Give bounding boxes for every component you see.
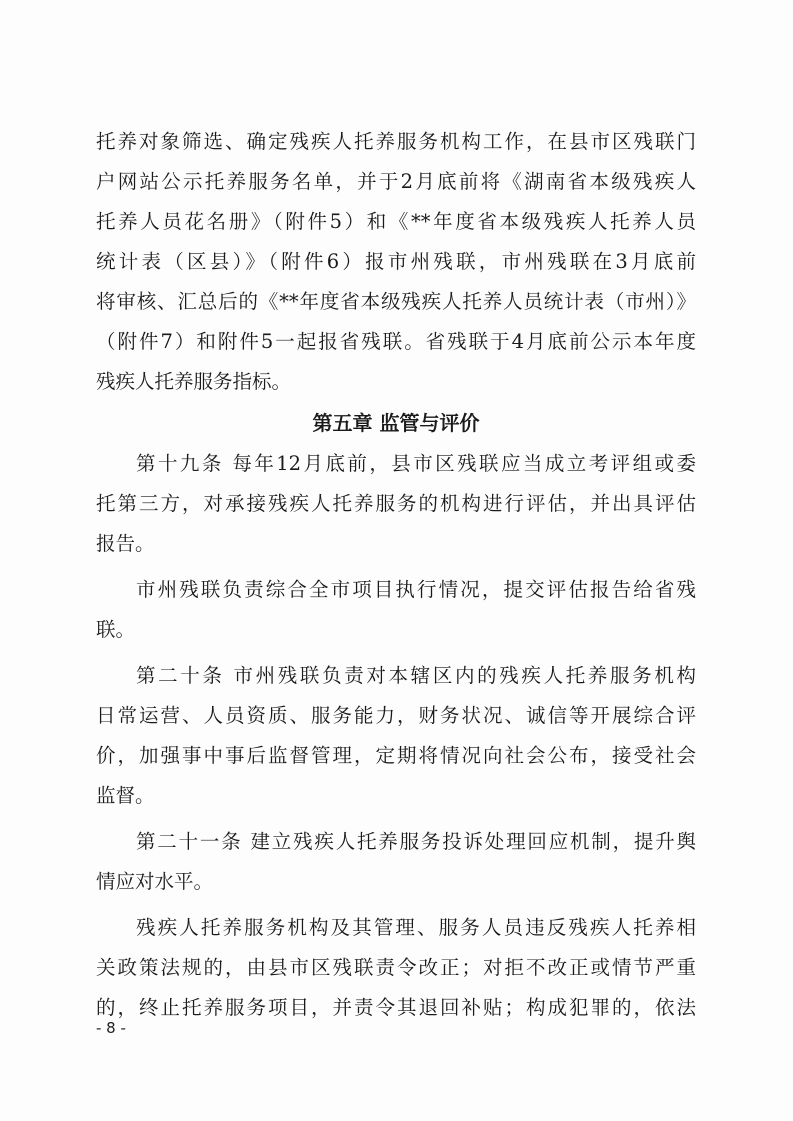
text-line: 日常运营、人员资质、服务能力，财务状况、诚信等开展综合评 [96, 704, 696, 727]
document-body [96, 122, 696, 1028]
paragraph [96, 570, 696, 650]
text-line: 托养人员花名册》（附件5）和《**年度省本级残疾人托养人员 [96, 210, 696, 233]
text-line: 户网站公示托养服务名单，并于2月底前将《湖南省本级残疾人 [96, 170, 696, 193]
page-number: - 8 - [96, 1019, 126, 1037]
text-line: 第十九条 每年12月底前，县市区残联应当成立考评组或委 [136, 452, 696, 475]
text-line: 情应对水平。 [96, 870, 214, 893]
text-line: 将审核、汇总后的《**年度省本级残疾人托养人员统计表（市州）》 [96, 290, 696, 313]
text-line: 报告。 [96, 532, 155, 555]
text-line: 监督。 [96, 784, 155, 807]
text-line: 联。 [96, 618, 136, 641]
text-line: 市州残联负责综合全市项目执行情况，提交评估报告给省残 [136, 578, 696, 601]
paragraph [96, 122, 696, 402]
chapter-title: 第五章 监管与评价 [312, 411, 480, 435]
paragraph [96, 444, 696, 564]
text-line: 统计表（区县）》（附件6）报市州残联，市州残联在3月底前 [96, 250, 696, 273]
text-line: 第二十一条 建立残疾人托养服务投诉处理回应机制，提升舆 [136, 830, 696, 853]
text-line: 价，加强事中事后监督管理，定期将情况向社会公布，接受社会 [96, 744, 696, 767]
text-line: 第二十条 市州残联负责对本辖区内的残疾人托养服务机构 [136, 664, 696, 687]
text-line: 的，终止托养服务项目，并责令其退回补贴；构成犯罪的，依法 [96, 996, 696, 1019]
text-line: 关政策法规的，由县市区残联责令改正；对拒不改正或情节严重 [96, 956, 696, 979]
text-line: 托第三方，对承接残疾人托养服务的机构进行评估，并出具评估 [96, 492, 696, 515]
paragraph [96, 908, 696, 1028]
text-line: 托养对象筛选、确定残疾人托养服务机构工作，在县市区残联门 [96, 130, 696, 153]
paragraph [96, 822, 696, 902]
text-line: 残疾人托养服务机构及其管理、服务人员违反残疾人托养相 [136, 916, 696, 939]
text-line: 残疾人托养服务指标。 [96, 370, 292, 393]
paragraph [96, 656, 696, 816]
text-line: （附件7）和附件5一起报省残联。省残联于4月底前公示本年度 [96, 330, 696, 353]
